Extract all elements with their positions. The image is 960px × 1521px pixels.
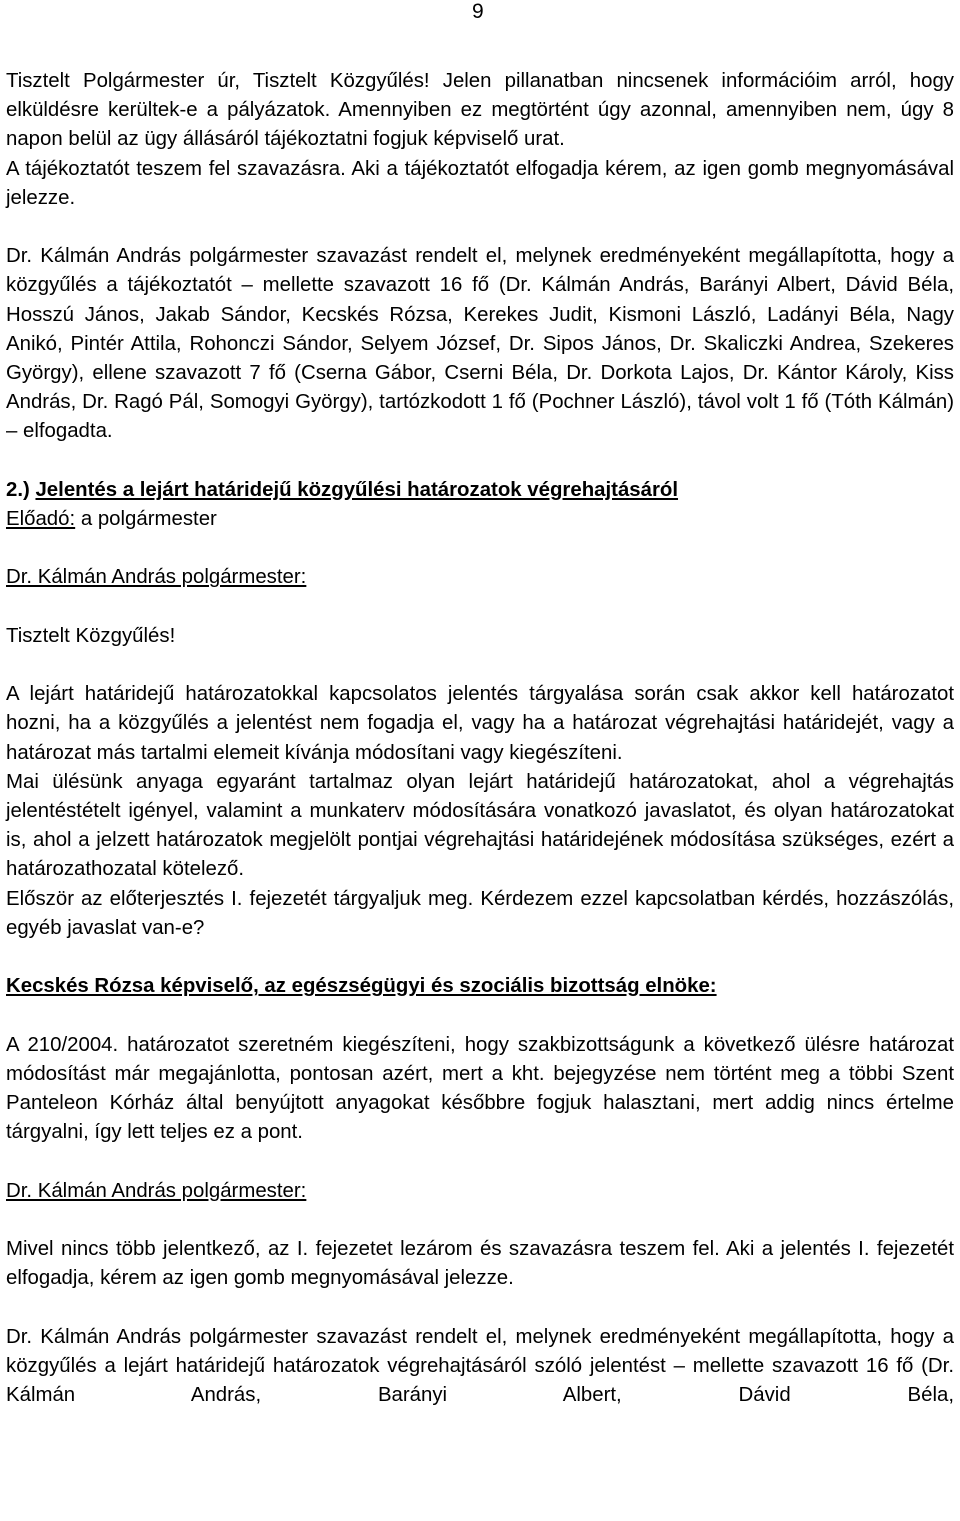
paragraph-chapter-vote-call: Mivel nincs több jelentkező, az I. fejezetet lezárom és szavazásra teszem fel. Aki a jelentés I. fejezetét elfogadja, kérem az igen gomb megnyomásával jelezze. bbox=[6, 1237, 954, 1290]
agenda-item-number: 2.) bbox=[6, 478, 30, 501]
paragraph-vote-result: Dr. Kálmán András polgármester szavazást rendelt el, melynek eredményeként megállapította, hogy a közgyűlés a tájékoztatót – mellette szavazott 16 fő (Dr. Kálmán András, Barányi Albert, Dávid Béla, Hosszú János, Jakab Sándor, Kecskés Rózsa, Kerekes Judit, Kismoni László, Ladányi Béla, Nagy Anikó, Pintér Attila, Rohonczi Sándor, Selyem József, Dr. Sipos János, Dr. Skaliczki Andrea, Szekeres György), ellene szavazott 7 fő (Cserna Gábor, Cserni Béla, Dr. Dorkota Lajos, Dr. Kántor Károly, Kiss András, Dr. Ragó Pál, Somogyi György), tartózkodott 1 fő (Pochner László), távol volt 1 fő (Tóth Kálmán) – elfogadta. bbox=[6, 245, 954, 443]
presenter-value: a polgármester bbox=[75, 508, 217, 531]
paragraph-amendment: A 210/2004. határozatot szeretném kiegészíteni, hogy szakbizottságunk a következő ülésre határozat módosítást már megajánlotta, pontosan azért, mert a kht. bejegyzése nem történt meg a többi Szent Panteleon Kórház által benyújtott anyagokat későbbre fogjuk halasztani, mert addig nincs értelme tárgyalni, így lett teljes ez a pont. bbox=[6, 1033, 954, 1144]
page-number: 9 bbox=[472, 0, 484, 23]
presenter-line bbox=[6, 505, 954, 534]
paragraph-reply: Tisztelt Polgármester úr, Tisztelt Közgyűlés! Jelen pillanatban nincsenek információim arról, hogy elküldésre kerültek-e a pályázatok. Amennyiben ez megtörtént úgy azonnal, amennyiben nem, úgy 8 napon belül az ügy állásáról tájékoztatni fogjuk képviselő urat. bbox=[6, 70, 954, 151]
speaker-kecskes: Kecskés Rózsa képviselő, az egészségügyi és szociális bizottság elnöke: bbox=[6, 975, 717, 998]
speaker-mayor-2: Dr. Kálmán András polgármester: bbox=[6, 1179, 307, 1202]
agenda-item-title: Jelentés a lejárt határidejű közgyűlési határozatok végrehajtásáról bbox=[35, 478, 679, 501]
paragraph-session-materials: Mai ülésünk anyaga egyaránt tartalmaz olyan lejárt határidejű határozatokat, ahol a végrehajtás jelentéstételt igényel, valamint a munkaterv módosítására vonatkozó javaslatot, és olyan határozatokat is, ahol a jelzett határozatok megjelölt pontjai végrehajtási határidejének módosítása szükséges, ezért a határozathozatal kötelező. bbox=[6, 770, 954, 881]
presenter-label: Előadó: bbox=[6, 508, 76, 531]
greeting: Tisztelt Közgyűlés! bbox=[6, 624, 176, 647]
agenda-item-heading bbox=[6, 476, 954, 505]
document-body bbox=[6, 67, 954, 1410]
speaker-mayor: Dr. Kálmán András polgármester: bbox=[6, 566, 307, 589]
paragraph-report-intro: A lejárt határidejű határozatokkal kapcsolatos jelentés tárgyalása során csak akkor kell határozatot hozni, ha a közgyűlés a jelentést nem fogadja el, vagy ha a határozat végrehajtási határidejét, vagy a határozat más tartalmi elemeit kívánja módosítani vagy kiegészíteni. bbox=[6, 683, 954, 764]
paragraph-chapter-vote-result: Dr. Kálmán András polgármester szavazást rendelt el, melynek eredményeként megállapította, hogy a közgyűlés a lejárt határidejű határozatok végrehajtásáról szóló jelentést – mellette szavazott 16 fő (Dr. Kálmán András, Barányi Albert, Dávid Béla, bbox=[6, 1325, 954, 1406]
paragraph-chapter-discussion: Először az előterjesztés I. fejezetét tárgyaljuk meg. Kérdezem ezzel kapcsolatban kérdés, hozzászólás, egyéb javaslat van-e? bbox=[6, 887, 954, 939]
paragraph-vote-call: A tájékoztatót teszem fel szavazásra. Aki a tájékoztatót elfogadja kérem, az igen gomb megnyomásával jelezze. bbox=[6, 157, 954, 209]
